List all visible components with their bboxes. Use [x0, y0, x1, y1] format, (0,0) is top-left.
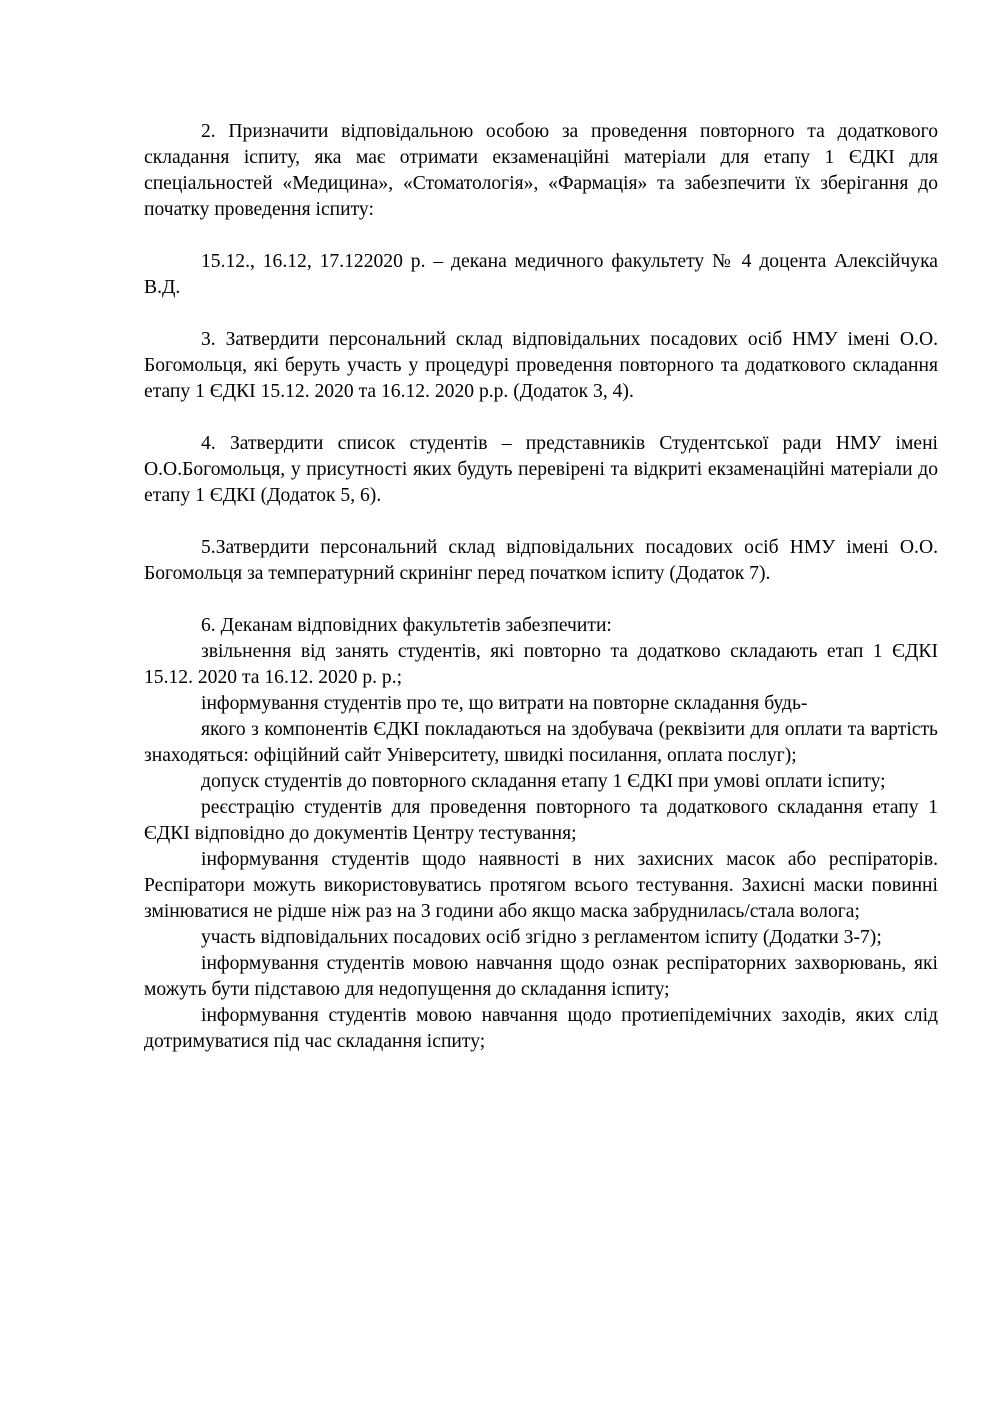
paragraph-responsible-person: 15.12., 16.12, 17.122020 р. – декана медичного факультету № 4 доцента Алексійчука В.Д.: [144, 251, 938, 298]
paragraph-3: 3. Затвердити персональний склад відповідальних посадових осіб НМУ імені О.О. Богомольця, які беруть участь у процедурі проведення повторного та додаткового складання етапу 1 ЄДКІ 15.12. 2020 та 16.12. 2020 р.р. (Додаток 3, 4).: [144, 329, 938, 402]
section6-item-officials: участь відповідальних посадових осіб згідно з регламентом іспиту (Додатки 3-7);: [201, 927, 882, 948]
paragraph-4: 4. Затвердити список студентів – представників Студентської ради НМУ імені О.О.Богомольця, у присутності яких будуть перевірені та відкриті екзаменаційні матеріали до етапу 1 ЄДКІ (Додаток 5, 6).: [144, 433, 938, 506]
paragraph-spacer: [144, 587, 938, 613]
paragraph-5: 5.Затвердити персональний склад відповідальних посадових осіб НМУ імені О.О. Богомольця за температурний скринінг перед початком іспиту (Додаток 7).: [144, 537, 938, 584]
section6-item-costs-info: інформування студентів про те, що витрати на повторне складання будь-: [201, 693, 808, 714]
paragraph-spacer: [144, 509, 938, 535]
section6-item-registration: реєстрацію студентів для проведення повторного та додаткового складання етапу 1 ЄДКІ відповідно до документів Центру тестування;: [144, 797, 938, 844]
paragraph-spacer: [144, 405, 938, 431]
paragraph-spacer: [144, 223, 938, 249]
section6-item-symptoms: інформування студентів мовою навчання щодо ознак респіраторних захворювань, які можуть бути підставою для недопущення до складання іспиту;: [144, 953, 938, 1000]
section6-item-costs-details: якого з компонентів ЄДКІ покладаються на здобувача (реквізити для оплати та вартість знаходяться: офіційний сайт Університету, швидкі посилання, оплата послуг);: [144, 719, 938, 766]
section6-item-admission: допуск студентів до повторного складання етапу 1 ЄДКІ при умові оплати іспиту;: [201, 771, 886, 792]
paragraph-2: 2. Призначити відповідальною особою за проведення повторного та додаткового складання іспиту, яка має отримати екзаменаційні матеріали для етапу 1 ЄДКІ для спеціальностей «Медицина», «Стоматологія», «Фармація» та забезпечити їх зберігання до початку проведення іспиту:: [144, 121, 938, 220]
paragraph-6-heading: 6. Деканам відповідних факультетів забезпечити:: [201, 615, 612, 636]
paragraph-spacer: [144, 301, 938, 327]
section6-item-measures: інформування студентів мовою навчання щодо протиепідемічних заходів, яких слід дотримуватися під час складання іспиту;: [144, 1005, 938, 1052]
section6-item-exemption: звільнення від занять студентів, які повторно та додатково складають етап 1 ЄДКІ 15.12. 2020 та 16.12. 2020 р. р.;: [144, 641, 938, 688]
section6-item-masks: інформування студентів щодо наявності в них захисних масок або респіраторів. Респіратори можуть використовуватись протягом всього тестування. Захисні маски повинні змінюватися не рідше ніж раз на 3 години або якщо маска забруднилась/стала волога;: [144, 849, 938, 922]
document-body: [144, 119, 938, 1055]
